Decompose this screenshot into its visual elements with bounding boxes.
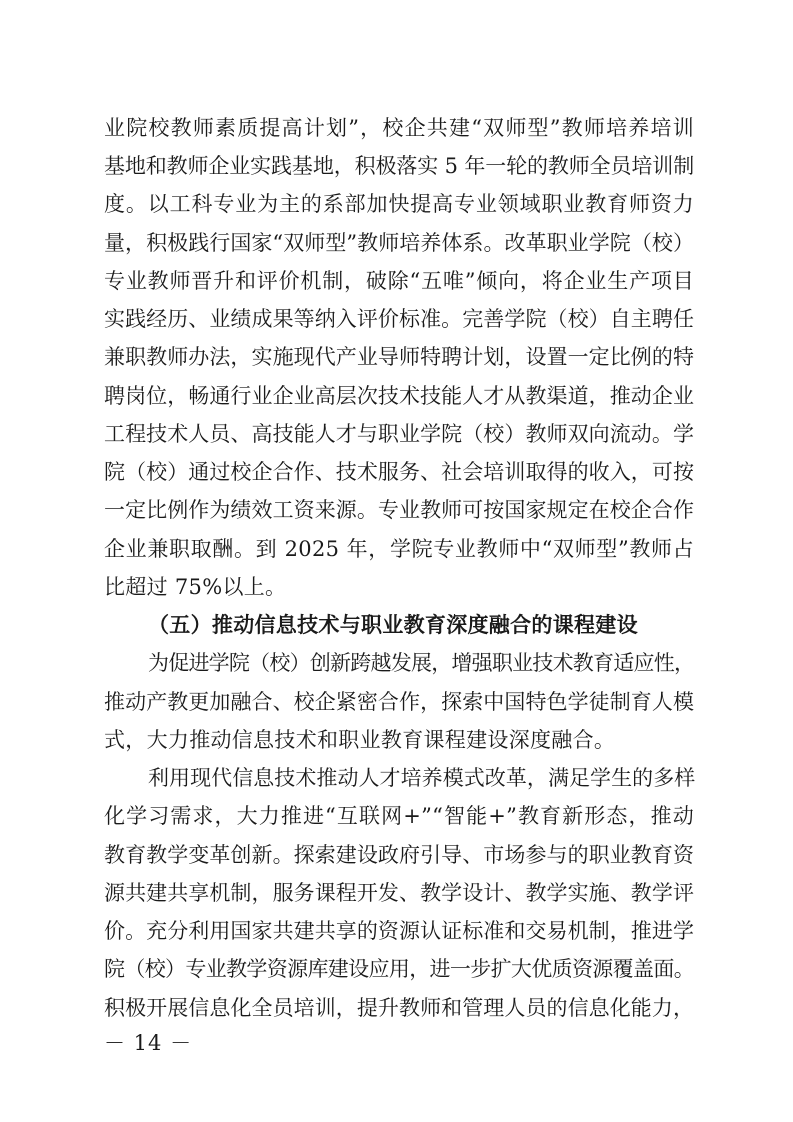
text-line: 院（校）通过校企合作、技术服务、社会培训取得的收入，可按: [104, 460, 694, 484]
text-line: 量，积极践行国家“双师型”教师培养体系。改革职业学院（校）: [104, 231, 694, 255]
text-line: 推动产教更加融合、校企紧密合作，探索中国特色学徒制育人模: [104, 690, 694, 714]
text-line: 化学习需求，大力推进“互联网+”“智能+”教育新形态，推动: [104, 804, 694, 828]
text-line: 兼职教师办法，实施现代产业导师特聘计划，设置一定比例的特: [104, 345, 694, 369]
text-line: 专业教师晋升和评价机制，破除“五唯”倾向，将企业生产项目: [104, 269, 694, 293]
text-line: 聘岗位，畅通行业企业高层次技术技能人才从教渠道，推动企业: [104, 384, 694, 408]
text-line: 基地和教师企业实践基地，积极落实 5 年一轮的教师全员培训制: [104, 154, 694, 178]
text-line: 源共建共享机制，服务课程开发、教学设计、教学实施、教学评: [104, 881, 694, 905]
text-line: 企业兼职取酬。到 2025 年，学院专业教师中“双师型”教师占: [104, 537, 694, 561]
text-line: 为促进学院（校）创新跨越发展，增强职业技术教育适应性，: [148, 651, 694, 675]
text-line: 度。以工科专业为主的系部加快提高专业领域职业教育师资力: [104, 192, 694, 216]
text-line: 式，大力推动信息技术和职业教育课程建设深度融合。: [104, 728, 616, 752]
text-line: 院（校）专业教学资源库建设应用，进一步扩大优质资源覆盖面。: [104, 957, 694, 981]
text-line: 业院校教师素质提高计划”，校企共建“双师型”教师培养培训: [104, 116, 694, 140]
text-line: 实践经历、业绩成果等纳入评价标准。完善学院（校）自主聘任: [104, 307, 694, 331]
text-line: 积极开展信息化全员培训，提升教师和管理人员的信息化能力，: [104, 996, 694, 1020]
text-line: 一定比例作为绩效工资来源。专业教师可按国家规定在校企合作: [104, 498, 694, 522]
text-line: 利用现代信息技术推动人才培养模式改革，满足学生的多样: [148, 766, 696, 790]
text-line: 比超过 75%以上。: [104, 575, 287, 599]
text-line: 价。充分利用国家共建共享的资源认证标准和交易机制，推进学: [104, 919, 694, 943]
page-number: － 14 －: [104, 1031, 193, 1055]
section-heading: （五）推动信息技术与职业教育深度融合的课程建设: [148, 612, 638, 637]
text-line: 工程技术人员、高技能人才与职业学院（校）教师双向流动。学: [104, 422, 694, 446]
text-line: 教育教学变革创新。探索建设政府引导、市场参与的职业教育资: [104, 843, 694, 867]
